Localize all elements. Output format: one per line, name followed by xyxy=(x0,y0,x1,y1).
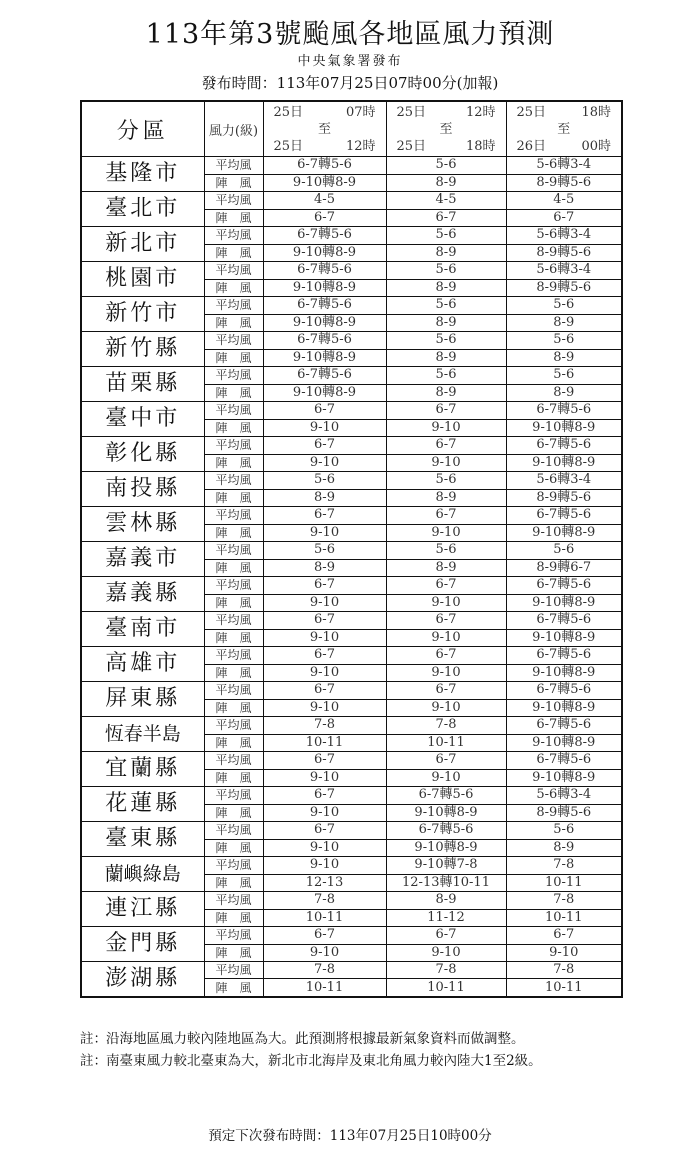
average-wind-value: 7-8 xyxy=(263,962,386,979)
wind-type-average: 平均風 xyxy=(204,752,263,770)
average-wind-value: 7-8 xyxy=(386,962,506,979)
region-row-average xyxy=(81,892,622,910)
wind-type-average: 平均風 xyxy=(204,962,263,979)
wind-type-gust: 陣 風 xyxy=(204,209,263,227)
average-wind-value: 5-6 xyxy=(386,332,506,350)
wind-type-gust: 陣 風 xyxy=(204,979,263,997)
wind-type-gust: 陣 風 xyxy=(204,279,263,297)
wind-type-average: 平均風 xyxy=(204,787,263,805)
region-row-average xyxy=(81,927,622,945)
average-wind-value: 6-7 xyxy=(263,787,386,805)
gust-wind-value: 6-7 xyxy=(263,209,386,227)
wind-type-average: 平均風 xyxy=(204,892,263,910)
gust-wind-value: 12-13 xyxy=(263,874,386,892)
gust-wind-value: 12-13轉10-11 xyxy=(386,874,506,892)
wind-type-average: 平均風 xyxy=(204,402,263,420)
region-name: 臺東縣 xyxy=(81,822,204,857)
wind-type-gust: 陣 風 xyxy=(204,349,263,367)
wind-type-gust: 陣 風 xyxy=(204,874,263,892)
gust-wind-value: 10-11 xyxy=(386,734,506,752)
gust-wind-value: 9-10轉8-9 xyxy=(506,664,622,682)
region-row-average xyxy=(81,227,622,245)
gust-wind-value: 9-10 xyxy=(386,594,506,612)
gust-wind-value: 9-10 xyxy=(263,629,386,647)
average-wind-value: 6-7轉5-6 xyxy=(263,262,386,280)
gust-wind-value: 9-10 xyxy=(386,699,506,717)
average-wind-value: 6-7轉5-6 xyxy=(506,717,622,735)
average-wind-value: 4-5 xyxy=(263,192,386,210)
wind-type-average: 平均風 xyxy=(204,542,263,560)
gust-wind-value: 8-9 xyxy=(263,559,386,577)
note-text: 南臺東風力較北臺東為大，新北市北海岸及東北角風力較內陸大1至2級。 xyxy=(106,1053,542,1069)
region-name: 屏東縣 xyxy=(81,682,204,717)
region-name: 新竹縣 xyxy=(81,332,204,367)
period-start-day: 25日 xyxy=(273,104,304,120)
wind-type-average: 平均風 xyxy=(204,192,263,210)
period-end-day: 26日 xyxy=(516,138,547,154)
gust-wind-value: 9-10 xyxy=(263,804,386,822)
average-wind-value: 5-6 xyxy=(386,472,506,490)
average-wind-value: 6-7 xyxy=(263,647,386,665)
notes xyxy=(80,1028,680,1072)
gust-wind-value: 9-10 xyxy=(386,454,506,472)
gust-wind-value: 9-10 xyxy=(386,524,506,542)
region-name: 連江縣 xyxy=(81,892,204,927)
average-wind-value: 6-7轉5-6 xyxy=(506,577,622,595)
region-row-average xyxy=(81,612,622,630)
region-name: 彰化縣 xyxy=(81,437,204,472)
wind-type-average: 平均風 xyxy=(204,927,263,945)
average-wind-value: 6-7 xyxy=(386,612,506,630)
header-period xyxy=(386,101,506,157)
region-row-average xyxy=(81,332,622,350)
average-wind-value: 5-6 xyxy=(386,227,506,245)
average-wind-value: 7-8 xyxy=(386,717,506,735)
gust-wind-value: 9-10轉8-9 xyxy=(506,734,622,752)
average-wind-value: 5-6轉3-4 xyxy=(506,157,622,175)
gust-wind-value: 9-10轉8-9 xyxy=(263,244,386,262)
average-wind-value: 6-7轉5-6 xyxy=(506,752,622,770)
gust-wind-value: 8-9 xyxy=(386,489,506,507)
gust-wind-value: 9-10轉8-9 xyxy=(506,769,622,787)
period-end-hour: 18時 xyxy=(465,138,496,154)
wind-type-average: 平均風 xyxy=(204,822,263,840)
gust-wind-value: 8-9轉6-7 xyxy=(506,559,622,577)
region-row-average xyxy=(81,507,622,525)
average-wind-value: 9-10轉7-8 xyxy=(386,857,506,875)
average-wind-value: 6-7 xyxy=(386,507,506,525)
gust-wind-value: 8-9 xyxy=(263,489,386,507)
gust-wind-value: 9-10 xyxy=(263,944,386,962)
average-wind-value: 7-8 xyxy=(263,717,386,735)
average-wind-value: 6-7轉5-6 xyxy=(263,297,386,315)
wind-type-gust: 陣 風 xyxy=(204,629,263,647)
region-name: 花蓮縣 xyxy=(81,787,204,822)
period-end-day: 25日 xyxy=(273,138,304,154)
gust-wind-value: 9-10 xyxy=(263,839,386,857)
wind-type-gust: 陣 風 xyxy=(204,384,263,402)
gust-wind-value: 8-9 xyxy=(506,839,622,857)
average-wind-value: 6-7轉5-6 xyxy=(263,227,386,245)
region-row-average xyxy=(81,297,622,315)
average-wind-value: 5-6 xyxy=(506,367,622,385)
region-row-average xyxy=(81,857,622,875)
region-row-average xyxy=(81,192,622,210)
gust-wind-value: 9-10 xyxy=(263,769,386,787)
wind-type-average: 平均風 xyxy=(204,157,263,175)
gust-wind-value: 9-10 xyxy=(386,664,506,682)
gust-wind-value: 8-9 xyxy=(386,174,506,192)
average-wind-value: 6-7 xyxy=(263,752,386,770)
gust-wind-value: 9-10轉8-9 xyxy=(386,839,506,857)
gust-wind-value: 9-10 xyxy=(263,699,386,717)
average-wind-value: 6-7 xyxy=(263,612,386,630)
average-wind-value: 6-7轉5-6 xyxy=(263,157,386,175)
wind-type-gust: 陣 風 xyxy=(204,839,263,857)
gust-wind-value: 6-7 xyxy=(386,209,506,227)
region-name: 桃園市 xyxy=(81,262,204,297)
period-end-hour: 12時 xyxy=(345,138,376,154)
average-wind-value: 6-7 xyxy=(386,752,506,770)
gust-wind-value: 9-10 xyxy=(263,664,386,682)
average-wind-value: 6-7 xyxy=(263,402,386,420)
wind-type-gust: 陣 風 xyxy=(204,664,263,682)
period-start-hour: 12時 xyxy=(465,104,496,120)
gust-wind-value: 9-10轉8-9 xyxy=(506,594,622,612)
region-row-average xyxy=(81,437,622,455)
wind-type-gust: 陣 風 xyxy=(204,524,263,542)
average-wind-value: 6-7 xyxy=(263,507,386,525)
period-to: 至 xyxy=(317,121,331,137)
average-wind-value: 6-7 xyxy=(386,577,506,595)
average-wind-value: 6-7轉5-6 xyxy=(506,612,622,630)
average-wind-value: 6-7轉5-6 xyxy=(506,437,622,455)
gust-wind-value: 11-12 xyxy=(386,909,506,927)
region-name: 蘭嶼綠島 xyxy=(81,857,204,892)
average-wind-value: 6-7 xyxy=(386,437,506,455)
gust-wind-value: 9-10轉8-9 xyxy=(386,804,506,822)
gust-wind-value: 9-10轉8-9 xyxy=(263,174,386,192)
gust-wind-value: 8-9轉5-6 xyxy=(506,174,622,192)
period-end-day: 25日 xyxy=(396,138,427,154)
gust-wind-value: 9-10轉8-9 xyxy=(506,454,622,472)
period-start-day: 25日 xyxy=(516,104,547,120)
gust-wind-value: 9-10 xyxy=(263,524,386,542)
wind-type-gust: 陣 風 xyxy=(204,489,263,507)
region-row-average xyxy=(81,542,622,560)
wind-forecast-table xyxy=(80,100,623,998)
average-wind-value: 4-5 xyxy=(386,192,506,210)
gust-wind-value: 10-11 xyxy=(506,909,622,927)
wind-type-average: 平均風 xyxy=(204,332,263,350)
gust-wind-value: 8-9 xyxy=(386,314,506,332)
period-start-hour: 18時 xyxy=(581,104,611,120)
gust-wind-value: 10-11 xyxy=(506,874,622,892)
gust-wind-value: 9-10轉8-9 xyxy=(506,419,622,437)
wind-type-average: 平均風 xyxy=(204,262,263,280)
average-wind-value: 6-7轉5-6 xyxy=(386,787,506,805)
region-row-average xyxy=(81,157,622,175)
gust-wind-value: 9-10轉8-9 xyxy=(263,384,386,402)
average-wind-value: 6-7 xyxy=(263,577,386,595)
gust-wind-value: 9-10 xyxy=(263,594,386,612)
wind-type-average: 平均風 xyxy=(204,717,263,735)
wind-type-average: 平均風 xyxy=(204,647,263,665)
region-row-average xyxy=(81,822,622,840)
wind-type-gust: 陣 風 xyxy=(204,944,263,962)
average-wind-value: 5-6 xyxy=(506,822,622,840)
region-name: 高雄市 xyxy=(81,647,204,682)
gust-wind-value: 9-10轉8-9 xyxy=(263,349,386,367)
period-start-hour: 07時 xyxy=(345,104,376,120)
average-wind-value: 5-6 xyxy=(263,472,386,490)
average-wind-value: 5-6 xyxy=(386,367,506,385)
average-wind-value: 6-7轉5-6 xyxy=(263,367,386,385)
region-name: 基隆市 xyxy=(81,157,204,192)
gust-wind-value: 8-9轉5-6 xyxy=(506,244,622,262)
region-row-average xyxy=(81,262,622,280)
average-wind-value: 6-7 xyxy=(386,927,506,945)
wind-type-gust: 陣 風 xyxy=(204,804,263,822)
wind-type-gust: 陣 風 xyxy=(204,594,263,612)
wind-type-average: 平均風 xyxy=(204,507,263,525)
wind-type-average: 平均風 xyxy=(204,297,263,315)
region-name: 臺中市 xyxy=(81,402,204,437)
gust-wind-value: 10-11 xyxy=(263,909,386,927)
gust-wind-value: 9-10轉8-9 xyxy=(506,629,622,647)
wind-type-gust: 陣 風 xyxy=(204,734,263,752)
next-issue-time: 預定下次發布時間：113年07月25日10時00分 xyxy=(208,1128,492,1144)
period-end-hour: 00時 xyxy=(581,138,611,154)
gust-wind-value: 9-10轉8-9 xyxy=(263,279,386,297)
average-wind-value: 6-7 xyxy=(263,682,386,700)
average-wind-value: 9-10 xyxy=(263,857,386,875)
region-name: 臺南市 xyxy=(81,612,204,647)
region-row-average xyxy=(81,472,622,490)
issuer: 中央氣象署發布 xyxy=(297,54,403,69)
gust-wind-value: 9-10 xyxy=(263,454,386,472)
average-wind-value: 6-7轉5-6 xyxy=(506,507,622,525)
average-wind-value: 6-7轉5-6 xyxy=(386,822,506,840)
average-wind-value: 6-7 xyxy=(386,682,506,700)
region-name: 新竹市 xyxy=(81,297,204,332)
gust-wind-value: 9-10 xyxy=(386,629,506,647)
gust-wind-value: 9-10 xyxy=(386,944,506,962)
gust-wind-value: 8-9 xyxy=(386,244,506,262)
header-period xyxy=(506,101,622,157)
wind-type-gust: 陣 風 xyxy=(204,419,263,437)
wind-type-gust: 陣 風 xyxy=(204,699,263,717)
gust-wind-value: 9-10轉8-9 xyxy=(506,524,622,542)
wind-type-gust: 陣 風 xyxy=(204,909,263,927)
average-wind-value: 7-8 xyxy=(263,892,386,910)
gust-wind-value: 8-9轉5-6 xyxy=(506,489,622,507)
average-wind-value: 6-7 xyxy=(506,927,622,945)
average-wind-value: 8-9 xyxy=(386,892,506,910)
region-row-average xyxy=(81,717,622,735)
header-region: 分區 xyxy=(81,101,204,157)
average-wind-value: 5-6 xyxy=(263,542,386,560)
wind-type-gust: 陣 風 xyxy=(204,174,263,192)
period-to: 至 xyxy=(557,121,571,137)
average-wind-value: 5-6 xyxy=(506,332,622,350)
average-wind-value: 7-8 xyxy=(506,892,622,910)
gust-wind-value: 9-10轉8-9 xyxy=(506,699,622,717)
average-wind-value: 5-6 xyxy=(386,297,506,315)
period-start-day: 25日 xyxy=(396,104,427,120)
region-name: 澎湖縣 xyxy=(81,962,204,998)
note-text: 沿海地區風力較內陸地區為大。此預測將根據最新氣象資料而做調整。 xyxy=(106,1031,525,1047)
average-wind-value: 5-6轉3-4 xyxy=(506,472,622,490)
gust-wind-value: 10-11 xyxy=(386,979,506,997)
wind-type-average: 平均風 xyxy=(204,857,263,875)
gust-wind-value: 10-11 xyxy=(263,979,386,997)
average-wind-value: 5-6 xyxy=(506,542,622,560)
region-name: 宜蘭縣 xyxy=(81,752,204,787)
gust-wind-value: 8-9轉5-6 xyxy=(506,279,622,297)
average-wind-value: 6-7轉5-6 xyxy=(506,647,622,665)
average-wind-value: 5-6 xyxy=(506,297,622,315)
average-wind-value: 6-7 xyxy=(263,927,386,945)
average-wind-value: 5-6 xyxy=(386,157,506,175)
average-wind-value: 6-7轉5-6 xyxy=(263,332,386,350)
average-wind-value: 6-7 xyxy=(263,437,386,455)
region-row-average xyxy=(81,647,622,665)
gust-wind-value: 8-9 xyxy=(506,314,622,332)
region-name: 金門縣 xyxy=(81,927,204,962)
average-wind-value: 6-7轉5-6 xyxy=(506,402,622,420)
gust-wind-value: 8-9 xyxy=(386,279,506,297)
gust-wind-value: 8-9 xyxy=(386,559,506,577)
wind-type-average: 平均風 xyxy=(204,472,263,490)
issue-time: 發布時間：113年07月25日07時00分(加報) xyxy=(201,74,499,92)
region-row-average xyxy=(81,367,622,385)
region-name: 恆春半島 xyxy=(81,717,204,752)
region-name: 嘉義縣 xyxy=(81,577,204,612)
region-row-average xyxy=(81,962,622,979)
note-label: 註： xyxy=(80,1031,107,1047)
wind-type-average: 平均風 xyxy=(204,367,263,385)
wind-type-average: 平均風 xyxy=(204,577,263,595)
average-wind-value: 5-6 xyxy=(386,262,506,280)
wind-type-gust: 陣 風 xyxy=(204,559,263,577)
average-wind-value: 5-6轉3-4 xyxy=(506,787,622,805)
note xyxy=(80,1050,680,1072)
wind-type-gust: 陣 風 xyxy=(204,769,263,787)
average-wind-value: 5-6轉3-4 xyxy=(506,262,622,280)
period-to: 至 xyxy=(439,121,453,137)
region-name: 臺北市 xyxy=(81,192,204,227)
wind-type-gust: 陣 風 xyxy=(204,314,263,332)
region-name: 雲林縣 xyxy=(81,507,204,542)
gust-wind-value: 8-9轉5-6 xyxy=(506,804,622,822)
region-row-average xyxy=(81,752,622,770)
region-row-average xyxy=(81,577,622,595)
gust-wind-value: 9-10轉8-9 xyxy=(263,314,386,332)
header-row xyxy=(81,101,622,157)
average-wind-value: 6-7 xyxy=(263,822,386,840)
wind-type-gust: 陣 風 xyxy=(204,244,263,262)
average-wind-value: 5-6轉3-4 xyxy=(506,227,622,245)
average-wind-value: 5-6 xyxy=(386,542,506,560)
average-wind-value: 6-7轉5-6 xyxy=(506,682,622,700)
gust-wind-value: 8-9 xyxy=(506,349,622,367)
gust-wind-value: 9-10 xyxy=(386,769,506,787)
wind-type-average: 平均風 xyxy=(204,682,263,700)
gust-wind-value: 6-7 xyxy=(506,209,622,227)
region-name: 嘉義市 xyxy=(81,542,204,577)
wind-type-average: 平均風 xyxy=(204,612,263,630)
wind-type-average: 平均風 xyxy=(204,227,263,245)
gust-wind-value: 10-11 xyxy=(263,734,386,752)
region-row-average xyxy=(81,682,622,700)
average-wind-value: 7-8 xyxy=(506,857,622,875)
wind-type-average: 平均風 xyxy=(204,437,263,455)
average-wind-value: 6-7 xyxy=(386,647,506,665)
gust-wind-value: 8-9 xyxy=(386,384,506,402)
region-name: 南投縣 xyxy=(81,472,204,507)
gust-wind-value: 9-10 xyxy=(386,419,506,437)
region-name: 苗栗縣 xyxy=(81,367,204,402)
gust-wind-value: 8-9 xyxy=(386,349,506,367)
note xyxy=(80,1028,680,1050)
wind-type-gust: 陣 風 xyxy=(204,454,263,472)
average-wind-value: 6-7 xyxy=(386,402,506,420)
average-wind-value: 7-8 xyxy=(506,962,622,979)
region-name: 新北市 xyxy=(81,227,204,262)
gust-wind-value: 9-10 xyxy=(506,944,622,962)
average-wind-value: 4-5 xyxy=(506,192,622,210)
note-label: 註： xyxy=(80,1053,107,1069)
gust-wind-value: 8-9 xyxy=(506,384,622,402)
page-title: 113年第3號颱風各地區風力預測 xyxy=(145,19,555,50)
gust-wind-value: 10-11 xyxy=(506,979,622,997)
header-period xyxy=(263,101,386,157)
gust-wind-value: 9-10 xyxy=(263,419,386,437)
header-wind-level: 風力(級) xyxy=(204,101,263,157)
region-row-average xyxy=(81,402,622,420)
region-row-average xyxy=(81,787,622,805)
